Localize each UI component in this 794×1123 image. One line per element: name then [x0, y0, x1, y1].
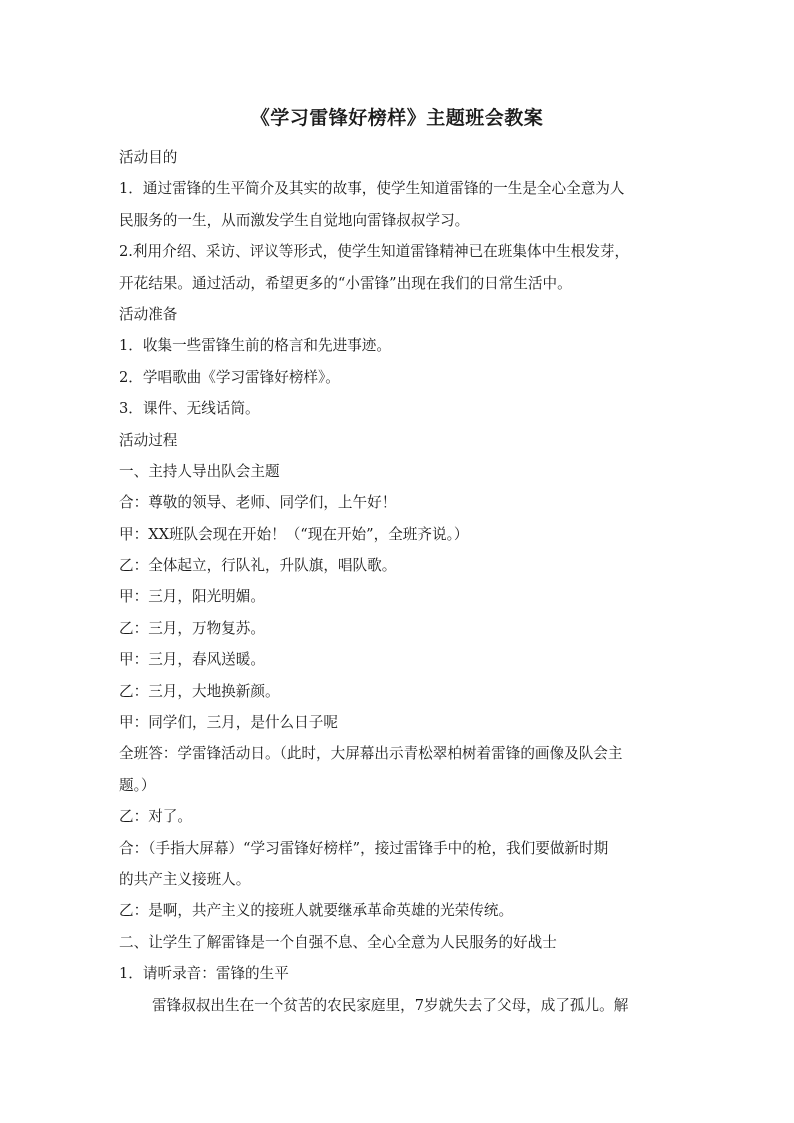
- paragraph-line: 合：尊敬的领导、老师、同学们，上午好！: [119, 494, 397, 512]
- paragraph-line: 2.利用介绍、采访、评议等形式，使学生知道雷锋精神已在班集体中生根发芽，: [119, 243, 630, 261]
- paragraph-line: 二、让学生了解雷锋是一个自强不息、全心全意为人民服务的好战士: [119, 933, 557, 951]
- paragraph-line: 题。）: [119, 776, 156, 794]
- section-heading-preparation: 活动准备: [119, 305, 178, 323]
- document-title: 《学习雷锋好榜样》主题班会教案: [250, 107, 544, 129]
- paragraph-line: 全班答：学雷锋活动日。（此时，大屏幕出示青松翠柏树着雷锋的画像及队会主: [119, 745, 623, 763]
- paragraph-line: 乙：是啊，共产主义的接班人就要继承革命英雄的光荣传统。: [119, 902, 514, 920]
- paragraph-line: 甲：三月，阳光明媚。: [119, 588, 265, 606]
- paragraph-line: 甲：XX班队会现在开始！（“现在开始”，全班齐说。）: [119, 525, 469, 543]
- paragraph-line: 的共产主义接班人。: [119, 870, 251, 888]
- paragraph-line: 甲：三月，春风送暖。: [119, 651, 265, 669]
- paragraph-line: 乙：全体起立，行队礼，升队旗，唱队歌。: [119, 557, 397, 575]
- paragraph-line: 民服务的一生，从而激发学生自觉地向雷锋叔叔学习。: [119, 211, 470, 229]
- paragraph-line: 合：（手指大屏幕）“学习雷锋好榜样”，接过雷锋手中的枪，我们要做新时期: [119, 839, 609, 857]
- paragraph-line: 1．收集一些雷锋生前的格言和先进事迹。: [119, 337, 391, 355]
- paragraph-line: 甲：同学们，三月，是什么日子呢: [119, 714, 338, 732]
- paragraph-line: 乙：三月，万物复苏。: [119, 619, 265, 637]
- section-heading-purpose: 活动目的: [119, 149, 178, 166]
- paragraph-line: 1．通过雷锋的生平简介及其实的故事，使学生知道雷锋的一生是全心全意为人: [119, 180, 625, 198]
- paragraph-line: 开花结果。通过活动，希望更多的“小雷锋”出现在我们的日常生活中。: [119, 274, 572, 292]
- paragraph-line: 雷锋叔叔出生在一个贫苦的农民家庭里，7岁就失去了父母，成了孤儿。解: [152, 996, 629, 1014]
- paragraph-line: 1．请听录音：雷锋的生平: [119, 965, 289, 983]
- paragraph-line: 2．学唱歌曲《学习雷锋好榜样》。: [119, 368, 340, 386]
- paragraph-line: 一、主持人导出队会主题: [119, 462, 280, 480]
- paragraph-line: 乙：三月，大地换新颜。: [119, 682, 280, 700]
- document-body: [119, 142, 685, 1021]
- paragraph-line: 乙：对了。: [119, 808, 192, 826]
- section-heading-process: 活动过程: [119, 431, 178, 449]
- paragraph-line: 3．课件、无线话筒。: [119, 400, 260, 418]
